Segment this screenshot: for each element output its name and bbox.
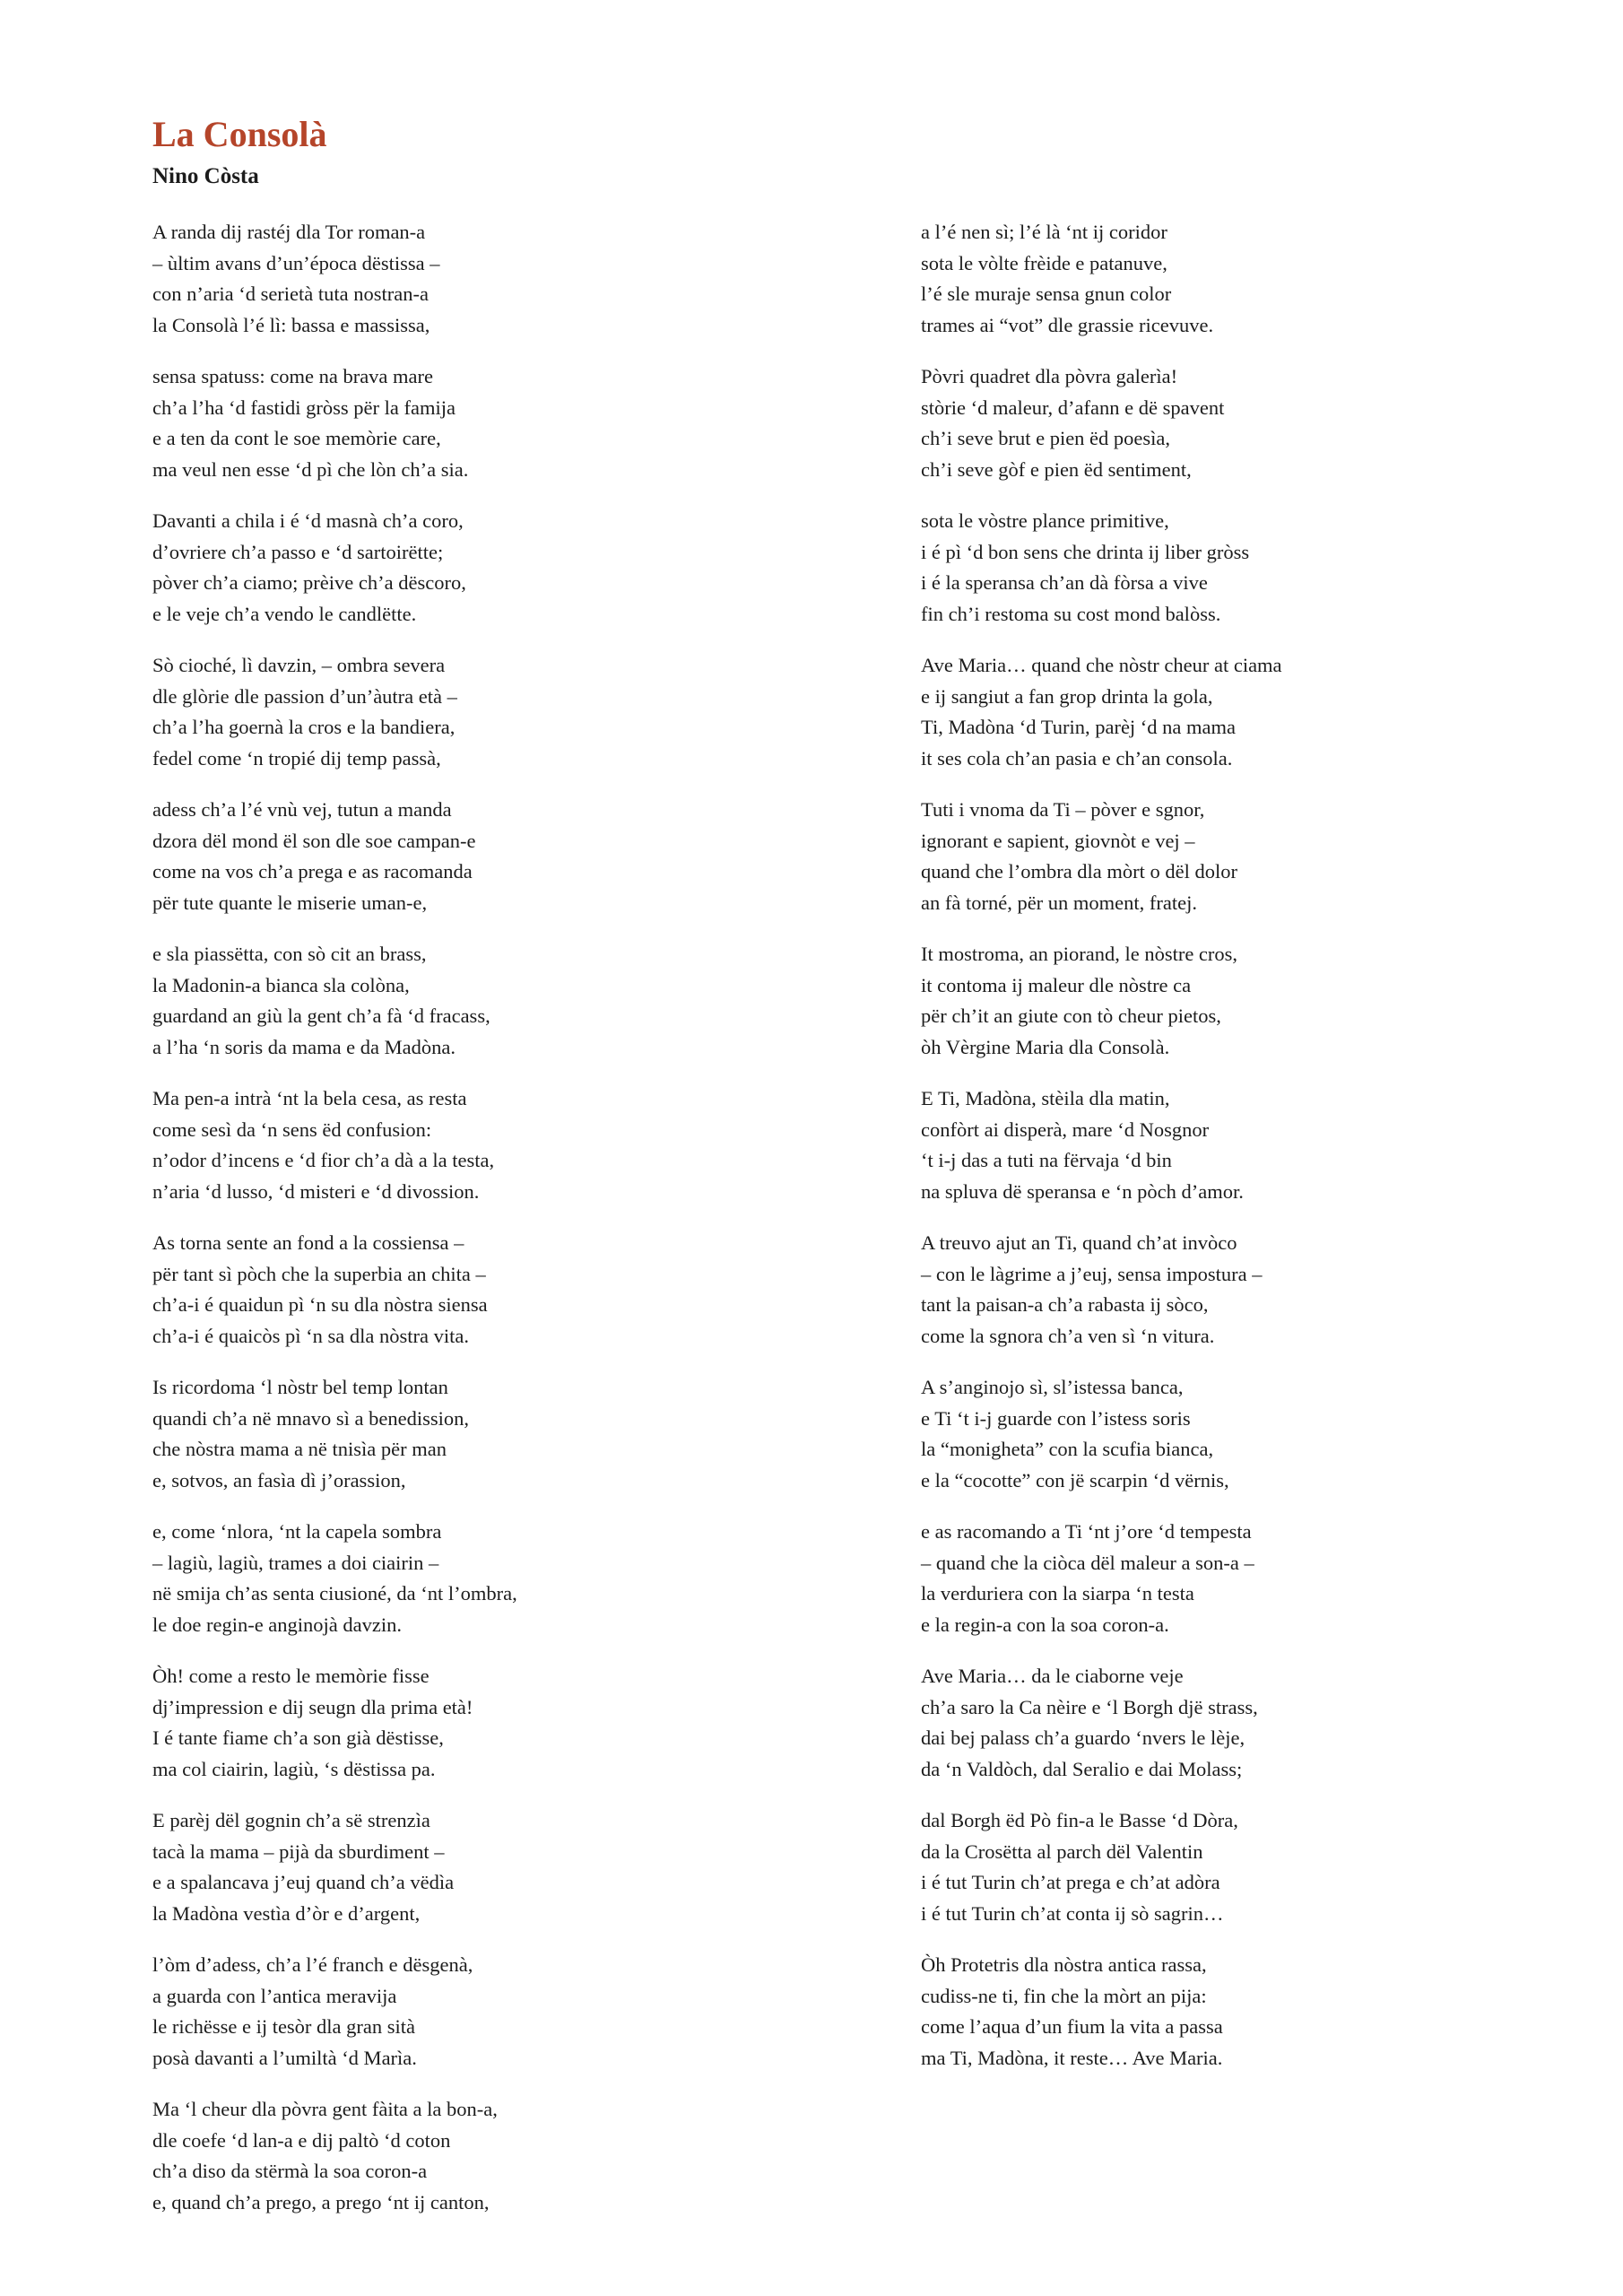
verse-line: ch’a-i é quaidun pì ‘n su dla nòstra siensa [152,1293,488,1316]
verse-line: quand che l’ombra dla mòrt o dël dolor [921,860,1238,883]
verse-line: Pòvri quadret dla pòvra galerìa! [921,365,1178,387]
verse-line: le doe regin-e anginojà davzin. [152,1613,403,1636]
poem-column-right [921,217,1423,2094]
verse-line: ch’a diso da stërmà la soa coron-a [152,2160,428,2182]
verse-line: fedel come ‘n tropié dij temp passà, [152,746,441,770]
verse-line: na spluva dë speransa e ‘n pòch d’amor. [921,1179,1244,1203]
verse-line: ch’i seve gòf e pien ëd sentiment, [921,457,1192,481]
verse-line: ignorant e sapient, giovnòt e vej – [921,829,1195,852]
verse-line: – con le làgrime a j’euj, sensa impostura – [921,1262,1263,1285]
verse-line: I é tante fiame ch’a son già dëstisse, [152,1726,444,1749]
verse-line: it contoma ij maleur dle nòstre ca [921,973,1192,996]
stanza [921,1950,1423,2074]
verse-line: i é la speransa ch’an dà fòrsa a vive [921,571,1208,594]
verse-line: ‘t i-j das a tuti na fërvaja ‘d bin [921,1149,1172,1171]
verse-line: i é tut Turin ch’at conta ij sò sagrin… [921,1901,1224,1925]
stanza [152,939,655,1063]
verse-line: da ‘n Valdòch, dal Seralio e dai Molass; [921,1757,1243,1780]
verse-line: n’odor d’incens e ‘d fior ch’a dà a la testa, [152,1149,495,1171]
verse-line: come na vos ch’a prega e as racomanda [152,860,473,883]
verse-line: sensa spatuss: come na brava mare [152,365,434,387]
verse-line: Ma pen-a intrà ‘nt la bela cesa, as resta [152,1087,467,1109]
verse-line: le richësse e ij tesòr dla gran sità [152,2015,416,2038]
verse-line: con n’aria ‘d serietà tuta nostran-a [152,283,429,305]
verse-line: Davanti a chila i é ‘d masnà ch’a coro, [152,509,464,532]
verse-line: fin ch’i restoma su cost mond balòss. [921,602,1221,625]
verse-line: e le veje ch’a vendo le candlëtte. [152,602,417,625]
verse-line: A treuvo ajut an Ti, quand ch’at invòco [921,1231,1237,1254]
verse-line: E parèj dël gognin ch’a së strenzìa [152,1809,430,1831]
stanza [152,361,655,485]
stanza [152,1805,655,1929]
stanza [921,795,1423,918]
verse-line: ch’i seve brut e pien ëd poesìa, [921,427,1171,449]
verse-line: i é tut Turin ch’at prega e ch’at adòra [921,1871,1220,1893]
verse-line: dzora dël mond ël son dle soe campan-e [152,829,476,852]
verse-line: sota le vòstre plance primitive, [921,509,1169,532]
verse-line: A s’anginojo sì, sl’istessa banca, [921,1376,1184,1398]
stanza [152,795,655,918]
stanza [921,1228,1423,1352]
verse-line: come sesì da ‘n sens ëd confusion: [152,1118,432,1141]
verse-line: – quand che la ciòca dël maleur a son-a – [921,1551,1254,1574]
verse-line: la Madonin-a bianca sla colòna, [152,973,410,996]
stanza [921,506,1423,630]
verse-line: Is ricordoma ‘l nòstr bel temp lontan [152,1376,448,1398]
verse-line: la “monigheta” con la scufia bianca, [921,1438,1214,1460]
verse-line: confòrt ai disperà, mare ‘d Nosgnor [921,1118,1210,1141]
verse-line: a guarda con l’antica meravija [152,1984,397,2007]
verse-line: che nòstra mama a në tnisìa për man [152,1438,447,1460]
verse-line: quandi ch’a në mnavo sì a benedission, [152,1406,470,1430]
verse-line: Tuti i vnoma da Ti – pòver e sgnor, [921,798,1205,821]
verse-line: la verduriera con la siarpa ‘n testa [921,1582,1194,1605]
verse-line: an fà torné, për un moment, fratej. [921,891,1198,914]
verse-line: la Madòna vestìa d’òr e d’argent, [152,1901,421,1925]
poem-title: La Consolà [152,114,327,154]
verse-line: dai bej palass ch’a guardo ‘nvers le lèje, [921,1726,1245,1749]
verse-line: l’òm d’adess, ch’a l’é franch e dësgenà, [152,1953,473,1976]
verse-line: E Ti, Madòna, stèila dla matin, [921,1087,1170,1109]
verse-line: a l’ha ‘n soris da mama e da Madòna. [152,1035,456,1058]
verse-line: në smija ch’as senta ciusioné, da ‘nt l’ombra, [152,1582,517,1605]
verse-line: come l’aqua d’un fium la vita a passa [921,2015,1223,2038]
verse-line: come la sgnora ch’a ven sì ‘n vitura. [921,1324,1215,1347]
verse-line: a l’é nen sì; l’é là ‘nt ij coridor [921,221,1167,243]
verse-line: Ave Maria… quand che nòstr cheur at ciama [921,654,1282,676]
stanza [152,1083,655,1207]
verse-line: d’ovriere ch’a passo e ‘d sartoirëtte; [152,540,444,563]
verse-line: e la “cocotte” con jë scarpin ‘d vërnis, [921,1468,1229,1492]
verse-line: ma veul nen esse ‘d pì che lòn ch’a sia. [152,457,469,481]
poem-column-left [152,217,655,2239]
verse-line: posà davanti a l’umiltà ‘d Marìa. [152,2046,417,2069]
stanza [152,1661,655,1785]
stanza [152,1950,655,2074]
stanza [921,650,1423,774]
verse-line: dle glòrie dle passion d’un’àutra età – [152,684,457,708]
verse-line: da la Crosëtta al parch dël Valentin [921,1839,1203,1863]
verse-line: Òh Protetris dla nòstra antica rassa, [921,1953,1207,1976]
stanza [152,506,655,630]
verse-line: It mostroma, an piorand, le nòstre cros, [921,943,1238,965]
verse-line: tant la paisan-a ch’a rabasta ij sòco, [921,1293,1209,1316]
verse-line: adess ch’a l’é vnù vej, tutun a manda [152,798,452,821]
verse-line: për ch’it an giute con tò cheur pietos, [921,1004,1221,1027]
verse-line: e, quand ch’a prego, a prego ‘nt ij canton, [152,2190,490,2213]
verse-line: për tute quante le miserie uman-e, [152,891,428,914]
verse-line: e Ti ‘t i-j guarde con l’istess soris [921,1406,1191,1430]
verse-line: tacà la mama – pijà da sburdiment – [152,1839,445,1863]
verse-line: dle coefe ‘d lan-a e dij paltò ‘d coton [152,2128,451,2152]
verse-line: it ses cola ch’an pasia e ch’an consola. [921,746,1233,770]
verse-line: Sò cioché, lì davzin, – ombra severa [152,654,446,676]
verse-line: trames ai “vot” dle grassie ricevuve. [921,313,1214,336]
verse-line: e a spalancava j’euj quand ch’a vëdìa [152,1871,455,1893]
stanza [152,1517,655,1640]
verse-line: e sla piassëtta, con sò cit an brass, [152,943,427,965]
stanza [152,1372,655,1496]
verse-line: ch’a l’ha ‘d fastidi gròss për la famija [152,396,456,419]
verse-line: e as racomando a Ti ‘nt j’ore ‘d tempesta [921,1520,1252,1543]
stanza [921,939,1423,1063]
stanza [921,1083,1423,1207]
verse-line: e a ten da cont le soe memòrie care, [152,427,441,449]
verse-line: Ma ‘l cheur dla pòvra gent fàita a la bon-a, [152,2098,498,2120]
verse-line: l’é sle muraje sensa gnun color [921,283,1172,305]
verse-line: Ti, Madòna ‘d Turin, parèj ‘d na mama [921,716,1237,738]
stanza [921,361,1423,485]
verse-line: cudiss-ne ti, fin che la mòrt an pija: [921,1984,1207,2007]
stanza [921,1805,1423,1929]
poem-author: Nino Còsta [152,164,259,188]
verse-line: e, come ‘nlora, ‘nt la capela sombra [152,1520,442,1543]
verse-line: e la regin-a con la soa coron-a. [921,1613,1169,1636]
stanza [152,650,655,774]
verse-line: dj’impression e dij seugn dla prima età! [152,1695,473,1718]
verse-line: dal Borgh ëd Pò fin-a le Basse ‘d Dòra, [921,1809,1238,1831]
verse-line: ch’a saro la Ca nèire e ‘l Borgh djë strass, [921,1695,1258,1718]
verse-line: òh Vèrgine Maria dla Consolà. [921,1035,1170,1058]
verse-line: As torna sente an fond a la cossiensa – [152,1231,464,1254]
verse-line: n’aria ‘d lusso, ‘d misteri e ‘d divossion. [152,1179,480,1203]
verse-line: Ave Maria… da le ciaborne veje [921,1665,1184,1687]
verse-line: e ij sangiut a fan grop drinta la gola, [921,684,1213,708]
stanza [921,1661,1423,1785]
verse-line: stòrie ‘d maleur, d’afann e dë spavent [921,396,1225,419]
stanza [921,217,1423,341]
verse-line: për tant sì pòch che la superbia an chita – [152,1262,486,1285]
verse-line: – ùltim avans d’un’época dëstissa – [152,251,440,274]
verse-line: i é pì ‘d bon sens che drinta ij liber gròss [921,540,1250,563]
verse-line: ch’a l’ha goernà la cros e la bandiera, [152,716,456,738]
verse-line: ma Ti, Madòna, it reste… Ave Maria. [921,2046,1223,2069]
verse-line: guardand an giù la gent ch’a fà ‘d fracass, [152,1004,490,1027]
verse-line: sota le vòlte frèide e patanuve, [921,251,1167,274]
verse-line: e, sotvos, an fasìa dì j’orassion, [152,1468,406,1492]
stanza [152,2094,655,2218]
stanza [921,1517,1423,1640]
verse-line: la Consolà l’é lì: bassa e massissa, [152,313,430,336]
stanza [921,1372,1423,1496]
verse-line: ma col ciairin, lagiù, ‘s dëstissa pa. [152,1757,436,1780]
stanza [152,217,655,341]
verse-line: A randa dij rastéj dla Tor roman-a [152,221,426,243]
verse-line: pòver ch’a ciamo; prèive ch’a dëscoro, [152,571,466,594]
verse-line: – lagiù, lagiù, trames a doi ciairin – [152,1551,439,1574]
verse-line: Òh! come a resto le memòrie fisse [152,1665,430,1687]
verse-line: ch’a-i é quaicòs pì ‘n sa dla nòstra vita. [152,1324,470,1347]
stanza [152,1228,655,1352]
